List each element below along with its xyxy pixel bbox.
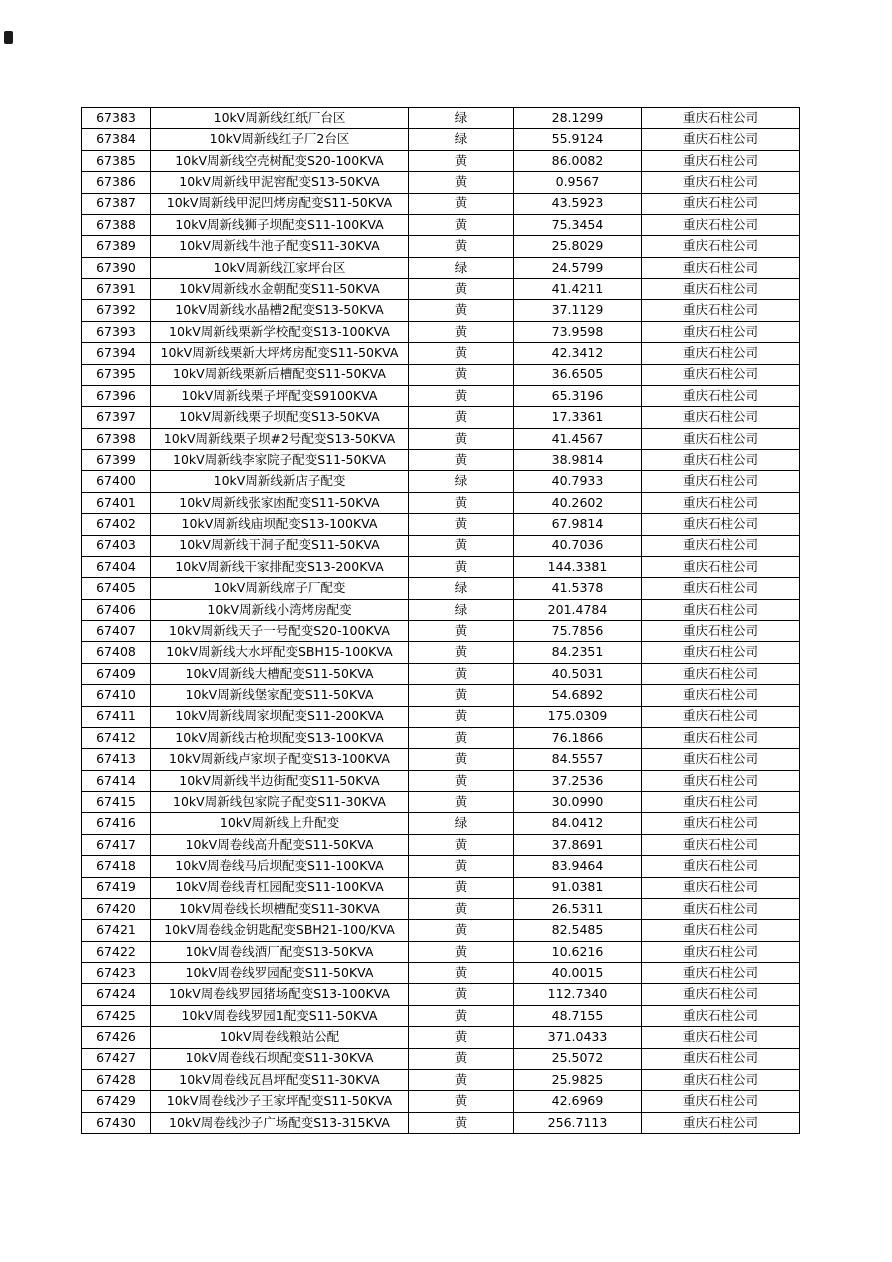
cell-id: 67414 [82, 770, 151, 791]
cell-status: 黄 [409, 727, 514, 748]
cell-status: 黄 [409, 1091, 514, 1112]
cell-value: 40.2602 [514, 492, 642, 513]
cell-id: 67397 [82, 407, 151, 428]
cell-status: 黄 [409, 279, 514, 300]
table-row [82, 813, 800, 834]
cell-name: 10kV周卷线高升配变S11-50KVA [151, 834, 409, 855]
table-row [82, 257, 800, 278]
cell-company: 重庆石柱公司 [642, 813, 800, 834]
cell-name: 10kV周新线栗新大坪烤房配变S11-50KVA [151, 343, 409, 364]
cell-id: 67401 [82, 492, 151, 513]
table-body [82, 108, 800, 1134]
table-row [82, 1005, 800, 1026]
table-row [82, 428, 800, 449]
table-row [82, 321, 800, 342]
cell-id: 67384 [82, 129, 151, 150]
cell-company: 重庆石柱公司 [642, 257, 800, 278]
cell-name: 10kV周新线卢家坝子配变S13-100KVA [151, 749, 409, 770]
cell-name: 10kV周新线江家坪台区 [151, 257, 409, 278]
cell-company: 重庆石柱公司 [642, 663, 800, 684]
cell-company: 重庆石柱公司 [642, 920, 800, 941]
table-row [82, 898, 800, 919]
cell-status: 黄 [409, 385, 514, 406]
cell-value: 10.6216 [514, 941, 642, 962]
cell-id: 67391 [82, 279, 151, 300]
cell-company: 重庆石柱公司 [642, 877, 800, 898]
cell-company: 重庆石柱公司 [642, 1027, 800, 1048]
cell-company: 重庆石柱公司 [642, 343, 800, 364]
cell-company: 重庆石柱公司 [642, 685, 800, 706]
cell-company: 重庆石柱公司 [642, 214, 800, 235]
cell-status: 黄 [409, 877, 514, 898]
cell-id: 67426 [82, 1027, 151, 1048]
cell-value: 86.0082 [514, 150, 642, 171]
cell-company: 重庆石柱公司 [642, 898, 800, 919]
cell-value: 144.3381 [514, 556, 642, 577]
cell-status: 黄 [409, 834, 514, 855]
cell-id: 67410 [82, 685, 151, 706]
cell-value: 76.1866 [514, 727, 642, 748]
cell-id: 67420 [82, 898, 151, 919]
cell-value: 40.0015 [514, 963, 642, 984]
cell-value: 25.8029 [514, 236, 642, 257]
cell-name: 10kV周卷线石坝配变S11-30KVA [151, 1048, 409, 1069]
cell-value: 42.6969 [514, 1091, 642, 1112]
cell-value: 83.9464 [514, 856, 642, 877]
cell-company: 重庆石柱公司 [642, 749, 800, 770]
cell-status: 黄 [409, 214, 514, 235]
cell-status: 黄 [409, 407, 514, 428]
cell-value: 17.3361 [514, 407, 642, 428]
cell-id: 67402 [82, 514, 151, 535]
cell-status: 黄 [409, 172, 514, 193]
cell-status: 黄 [409, 1048, 514, 1069]
cell-company: 重庆石柱公司 [642, 984, 800, 1005]
cell-company: 重庆石柱公司 [642, 193, 800, 214]
cell-value: 41.4211 [514, 279, 642, 300]
cell-status: 黄 [409, 792, 514, 813]
cell-id: 67428 [82, 1069, 151, 1090]
table-row [82, 663, 800, 684]
cell-name: 10kV周卷线金钥匙配变SBH21-100/KVA [151, 920, 409, 941]
table-row [82, 450, 800, 471]
cell-company: 重庆石柱公司 [642, 578, 800, 599]
cell-id: 67408 [82, 642, 151, 663]
cell-name: 10kV周新线古枪坝配变S13-100KVA [151, 727, 409, 748]
cell-name: 10kV周新线水金朝配变S11-50KVA [151, 279, 409, 300]
cell-name: 10kV周新线天子一号配变S20-100KVA [151, 621, 409, 642]
cell-status: 黄 [409, 984, 514, 1005]
cell-status: 黄 [409, 856, 514, 877]
cell-value: 54.6892 [514, 685, 642, 706]
cell-value: 37.1129 [514, 300, 642, 321]
cell-company: 重庆石柱公司 [642, 1005, 800, 1026]
table-row [82, 150, 800, 171]
cell-company: 重庆石柱公司 [642, 129, 800, 150]
cell-company: 重庆石柱公司 [642, 236, 800, 257]
table-row [82, 963, 800, 984]
cell-company: 重庆石柱公司 [642, 321, 800, 342]
cell-status: 绿 [409, 599, 514, 620]
cell-status: 黄 [409, 193, 514, 214]
cell-value: 41.4567 [514, 428, 642, 449]
cell-value: 41.5378 [514, 578, 642, 599]
cell-company: 重庆石柱公司 [642, 834, 800, 855]
cell-value: 30.0990 [514, 792, 642, 813]
cell-id: 67393 [82, 321, 151, 342]
cell-id: 67429 [82, 1091, 151, 1112]
cell-value: 201.4784 [514, 599, 642, 620]
cell-value: 84.2351 [514, 642, 642, 663]
cell-name: 10kV周新线上升配变 [151, 813, 409, 834]
cell-status: 绿 [409, 129, 514, 150]
cell-name: 10kV周卷线长坝槽配变S11-30KVA [151, 898, 409, 919]
cell-name: 10kV周新线张家凼配变S11-50KVA [151, 492, 409, 513]
cell-id: 67399 [82, 450, 151, 471]
cell-company: 重庆石柱公司 [642, 1069, 800, 1090]
cell-status: 黄 [409, 920, 514, 941]
cell-value: 40.5031 [514, 663, 642, 684]
cell-status: 黄 [409, 236, 514, 257]
cell-name: 10kV周新线栗新学校配变S13-100KVA [151, 321, 409, 342]
cell-status: 黄 [409, 1069, 514, 1090]
cell-id: 67390 [82, 257, 151, 278]
cell-name: 10kV周卷线马后坝配变S11-100KVA [151, 856, 409, 877]
cell-status: 黄 [409, 556, 514, 577]
cell-id: 67406 [82, 599, 151, 620]
table-row [82, 300, 800, 321]
cell-id: 67392 [82, 300, 151, 321]
table-row [82, 556, 800, 577]
cell-id: 67404 [82, 556, 151, 577]
cell-name: 10kV周新线牛池子配变S11-30KVA [151, 236, 409, 257]
cell-status: 黄 [409, 621, 514, 642]
transformer-data-table [81, 107, 800, 1134]
table-row [82, 1048, 800, 1069]
cell-company: 重庆石柱公司 [642, 364, 800, 385]
cell-value: 37.2536 [514, 770, 642, 791]
cell-company: 重庆石柱公司 [642, 450, 800, 471]
cell-name: 10kV周新线周家坝配变S11-200KVA [151, 706, 409, 727]
table-row [82, 172, 800, 193]
table-row [82, 279, 800, 300]
cell-company: 重庆石柱公司 [642, 941, 800, 962]
cell-name: 10kV周新线李家院子配变S11-50KVA [151, 450, 409, 471]
cell-name: 10kV周新线大水坪配变SBH15-100KVA [151, 642, 409, 663]
cell-company: 重庆石柱公司 [642, 727, 800, 748]
cell-id: 67387 [82, 193, 151, 214]
table-row [82, 984, 800, 1005]
cell-id: 67424 [82, 984, 151, 1005]
cell-name: 10kV周卷线罗园配变S11-50KVA [151, 963, 409, 984]
cell-id: 67394 [82, 343, 151, 364]
cell-id: 67415 [82, 792, 151, 813]
cell-status: 黄 [409, 1027, 514, 1048]
table-row [82, 471, 800, 492]
table-row [82, 129, 800, 150]
cell-status: 黄 [409, 300, 514, 321]
table-row [82, 685, 800, 706]
cell-name: 10kV周新线甲泥凹烤房配变S11-50KVA [151, 193, 409, 214]
cell-status: 黄 [409, 642, 514, 663]
cell-name: 10kV周新线栗子坪配变S9100KVA [151, 385, 409, 406]
cell-value: 84.0412 [514, 813, 642, 834]
cell-status: 绿 [409, 578, 514, 599]
cell-id: 67417 [82, 834, 151, 855]
table-row [82, 1112, 800, 1133]
cell-name: 10kV周卷线沙子王家坪配变S11-50KVA [151, 1091, 409, 1112]
cell-name: 10kV周新线干家排配变S13-200KVA [151, 556, 409, 577]
cell-company: 重庆石柱公司 [642, 963, 800, 984]
cell-name: 10kV周新线庙坝配变S13-100KVA [151, 514, 409, 535]
cell-value: 43.5923 [514, 193, 642, 214]
scan-artifact [4, 31, 13, 44]
cell-value: 55.9124 [514, 129, 642, 150]
cell-company: 重庆石柱公司 [642, 621, 800, 642]
table-row [82, 727, 800, 748]
cell-status: 黄 [409, 514, 514, 535]
table-row [82, 364, 800, 385]
cell-company: 重庆石柱公司 [642, 792, 800, 813]
cell-name: 10kV周新线甲泥窖配变S13-50KVA [151, 172, 409, 193]
cell-status: 黄 [409, 770, 514, 791]
cell-value: 26.5311 [514, 898, 642, 919]
cell-name: 10kV周新线空壳树配变S20-100KVA [151, 150, 409, 171]
cell-company: 重庆石柱公司 [642, 599, 800, 620]
cell-company: 重庆石柱公司 [642, 1112, 800, 1133]
table-row [82, 877, 800, 898]
cell-status: 黄 [409, 898, 514, 919]
table-row [82, 642, 800, 663]
cell-name: 10kV周新线红子厂2台区 [151, 129, 409, 150]
cell-id: 67385 [82, 150, 151, 171]
cell-value: 175.0309 [514, 706, 642, 727]
cell-value: 40.7036 [514, 535, 642, 556]
cell-company: 重庆石柱公司 [642, 407, 800, 428]
table-row [82, 706, 800, 727]
table-row [82, 214, 800, 235]
cell-name: 10kV周新线干洞子配变S11-50KVA [151, 535, 409, 556]
cell-company: 重庆石柱公司 [642, 172, 800, 193]
cell-name: 10kV周新线新店子配变 [151, 471, 409, 492]
table-row [82, 599, 800, 620]
cell-value: 84.5557 [514, 749, 642, 770]
cell-name: 10kV周卷线粮站公配 [151, 1027, 409, 1048]
cell-company: 重庆石柱公司 [642, 492, 800, 513]
cell-value: 37.8691 [514, 834, 642, 855]
table-row [82, 492, 800, 513]
table-row [82, 193, 800, 214]
cell-value: 75.7856 [514, 621, 642, 642]
cell-value: 25.9825 [514, 1069, 642, 1090]
cell-name: 10kV周新线席子厂配变 [151, 578, 409, 599]
cell-value: 24.5799 [514, 257, 642, 278]
table-row [82, 108, 800, 129]
cell-id: 67409 [82, 663, 151, 684]
cell-name: 10kV周新线小湾烤房配变 [151, 599, 409, 620]
cell-id: 67389 [82, 236, 151, 257]
table-row [82, 792, 800, 813]
cell-name: 10kV周卷线酒厂配变S13-50KVA [151, 941, 409, 962]
table-row [82, 578, 800, 599]
cell-company: 重庆石柱公司 [642, 150, 800, 171]
cell-name: 10kV周卷线瓦昌坪配变S11-30KVA [151, 1069, 409, 1090]
table-row [82, 770, 800, 791]
cell-id: 67421 [82, 920, 151, 941]
cell-name: 10kV周新线栗新后槽配变S11-50KVA [151, 364, 409, 385]
cell-value: 91.0381 [514, 877, 642, 898]
cell-id: 67403 [82, 535, 151, 556]
table-row [82, 343, 800, 364]
table-row [82, 1027, 800, 1048]
cell-company: 重庆石柱公司 [642, 385, 800, 406]
cell-id: 67407 [82, 621, 151, 642]
cell-value: 48.7155 [514, 1005, 642, 1026]
cell-status: 绿 [409, 813, 514, 834]
cell-value: 65.3196 [514, 385, 642, 406]
cell-status: 黄 [409, 150, 514, 171]
cell-status: 黄 [409, 941, 514, 962]
table-row [82, 834, 800, 855]
cell-status: 黄 [409, 749, 514, 770]
cell-id: 67383 [82, 108, 151, 129]
table-row [82, 749, 800, 770]
table-row [82, 407, 800, 428]
table-row [82, 236, 800, 257]
cell-value: 82.5485 [514, 920, 642, 941]
table-row [82, 941, 800, 962]
cell-company: 重庆石柱公司 [642, 514, 800, 535]
cell-name: 10kV周新线红纸厂台区 [151, 108, 409, 129]
cell-company: 重庆石柱公司 [642, 642, 800, 663]
cell-id: 67425 [82, 1005, 151, 1026]
cell-company: 重庆石柱公司 [642, 706, 800, 727]
cell-status: 黄 [409, 535, 514, 556]
cell-company: 重庆石柱公司 [642, 1091, 800, 1112]
table-row [82, 1069, 800, 1090]
cell-value: 75.3454 [514, 214, 642, 235]
cell-value: 112.7340 [514, 984, 642, 1005]
cell-status: 黄 [409, 663, 514, 684]
table-row [82, 1091, 800, 1112]
cell-id: 67427 [82, 1048, 151, 1069]
cell-company: 重庆石柱公司 [642, 471, 800, 492]
cell-id: 67400 [82, 471, 151, 492]
cell-status: 黄 [409, 343, 514, 364]
cell-value: 73.9598 [514, 321, 642, 342]
table-row [82, 621, 800, 642]
cell-name: 10kV周新线水晶槽2配变S13-50KVA [151, 300, 409, 321]
cell-id: 67413 [82, 749, 151, 770]
cell-status: 黄 [409, 706, 514, 727]
cell-name: 10kV周卷线罗园1配变S11-50KVA [151, 1005, 409, 1026]
cell-status: 绿 [409, 108, 514, 129]
cell-status: 黄 [409, 364, 514, 385]
cell-status: 黄 [409, 321, 514, 342]
cell-name: 10kV周新线半边街配变S11-50KVA [151, 770, 409, 791]
cell-value: 0.9567 [514, 172, 642, 193]
cell-name: 10kV周新线栗子坝#2号配变S13-50KVA [151, 428, 409, 449]
cell-status: 黄 [409, 428, 514, 449]
cell-company: 重庆石柱公司 [642, 556, 800, 577]
cell-value: 28.1299 [514, 108, 642, 129]
table-row [82, 514, 800, 535]
cell-status: 黄 [409, 963, 514, 984]
table-row [82, 920, 800, 941]
cell-status: 黄 [409, 450, 514, 471]
cell-value: 40.7933 [514, 471, 642, 492]
cell-company: 重庆石柱公司 [642, 1048, 800, 1069]
cell-id: 67396 [82, 385, 151, 406]
cell-id: 67418 [82, 856, 151, 877]
cell-status: 黄 [409, 492, 514, 513]
cell-id: 67423 [82, 963, 151, 984]
cell-id: 67386 [82, 172, 151, 193]
cell-id: 67388 [82, 214, 151, 235]
cell-id: 67395 [82, 364, 151, 385]
cell-status: 绿 [409, 471, 514, 492]
cell-name: 10kV周卷线青杠园配变S11-100KVA [151, 877, 409, 898]
cell-name: 10kV周新线大槽配变S11-50KVA [151, 663, 409, 684]
cell-status: 黄 [409, 1112, 514, 1133]
cell-name: 10kV周新线包家院子配变S11-30KVA [151, 792, 409, 813]
cell-value: 25.5072 [514, 1048, 642, 1069]
cell-name: 10kV周新线狮子坝配变S11-100KVA [151, 214, 409, 235]
cell-company: 重庆石柱公司 [642, 535, 800, 556]
cell-status: 黄 [409, 1005, 514, 1026]
cell-id: 67416 [82, 813, 151, 834]
cell-value: 36.6505 [514, 364, 642, 385]
cell-company: 重庆石柱公司 [642, 428, 800, 449]
cell-name: 10kV周新线堡家配变S11-50KVA [151, 685, 409, 706]
cell-status: 绿 [409, 257, 514, 278]
cell-name: 10kV周新线栗子坝配变S13-50KVA [151, 407, 409, 428]
cell-company: 重庆石柱公司 [642, 770, 800, 791]
cell-status: 黄 [409, 685, 514, 706]
cell-id: 67405 [82, 578, 151, 599]
cell-value: 371.0433 [514, 1027, 642, 1048]
cell-id: 67412 [82, 727, 151, 748]
cell-value: 38.9814 [514, 450, 642, 471]
cell-id: 67422 [82, 941, 151, 962]
table-row [82, 856, 800, 877]
cell-id: 67419 [82, 877, 151, 898]
table-row [82, 385, 800, 406]
cell-company: 重庆石柱公司 [642, 279, 800, 300]
cell-value: 256.7113 [514, 1112, 642, 1133]
cell-company: 重庆石柱公司 [642, 856, 800, 877]
cell-id: 67398 [82, 428, 151, 449]
table-row [82, 535, 800, 556]
cell-name: 10kV周卷线沙子广场配变S13-315KVA [151, 1112, 409, 1133]
cell-value: 67.9814 [514, 514, 642, 535]
cell-id: 67411 [82, 706, 151, 727]
cell-company: 重庆石柱公司 [642, 108, 800, 129]
cell-name: 10kV周卷线罗园猪场配变S13-100KVA [151, 984, 409, 1005]
cell-company: 重庆石柱公司 [642, 300, 800, 321]
cell-id: 67430 [82, 1112, 151, 1133]
cell-value: 42.3412 [514, 343, 642, 364]
